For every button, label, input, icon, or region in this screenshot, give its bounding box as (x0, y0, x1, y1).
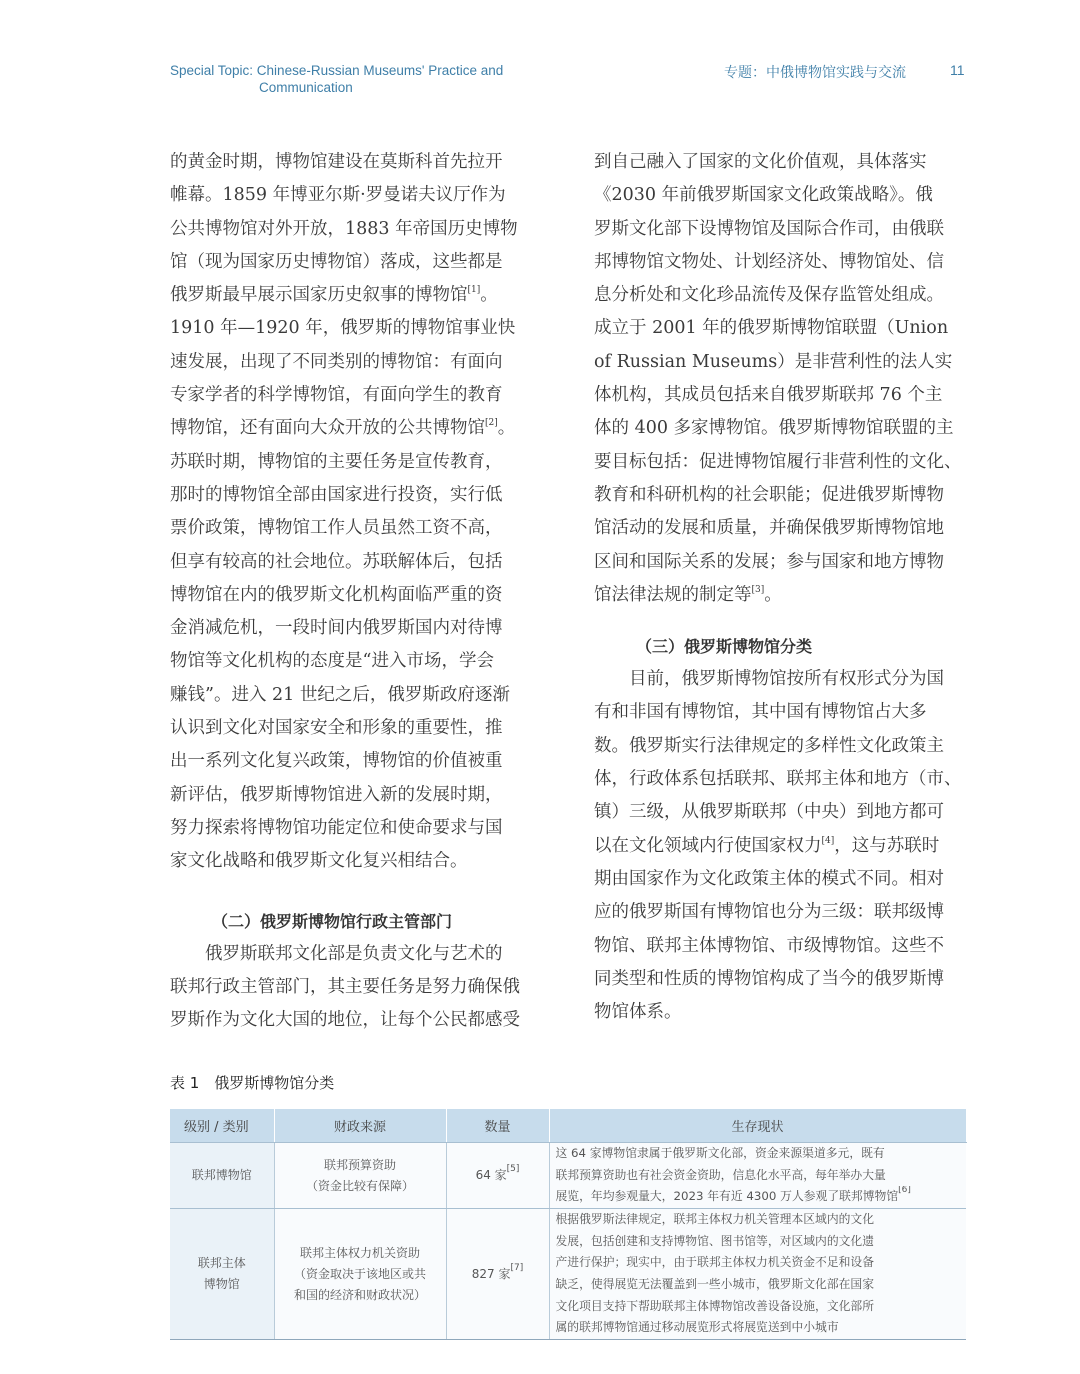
body-line: 认识到文化对国家安全和形象的重要性，推 (170, 718, 503, 739)
body-line: 应的俄罗斯国有博物馆也分为三级：联邦级博 (594, 902, 944, 923)
body-line: 体的 400 多家博物馆。俄罗斯博物馆联盟的主 (594, 418, 954, 439)
body-line: 物馆体系。 (594, 1002, 682, 1023)
page-number: 11 (950, 62, 965, 78)
cell-text: 发展，包括创建和支持博物馆、图书馆等，对区域内的文化遗 (555, 1233, 875, 1248)
section-heading-classification: （三）俄罗斯博物馆分类 (636, 637, 813, 657)
body-line: 家文化战略和俄罗斯文化复兴相结合。 (170, 851, 468, 872)
table-row (170, 1143, 966, 1209)
museum-classification-table (170, 1109, 967, 1340)
citation-ref: [3] (751, 584, 765, 595)
body-line: 的黄金时期，博物馆建设在莫斯科首先拉开 (170, 152, 503, 172)
table-caption: 表 1 俄罗斯博物馆分类 (170, 1074, 335, 1092)
body-line: 俄罗斯联邦文化部是负责文化与艺术的 (170, 943, 503, 964)
body-line: 物馆等文化机构的态度是“进入市场，学会 (170, 651, 494, 672)
body-line: 苏联时期，博物馆的主要任务是宣传教育， (170, 451, 503, 472)
body-line: 有和非国有博物馆，其中国有博物馆占大多 (594, 702, 927, 723)
cell-text: 联邦预算资助 (323, 1157, 396, 1172)
table-header-row (170, 1109, 966, 1143)
cell-funding (274, 1209, 446, 1340)
body-line: 同类型和性质的博物馆构成了当今的俄罗斯博 (594, 968, 944, 989)
body-line: 要目标包括：促进博物馆履行非营利性的文化、 (594, 451, 962, 472)
cell-text: 联邦预算资助也有社会资金资助，信息化水平高，每年举办大量 (555, 1167, 886, 1182)
cell-text: 产进行保护；现实中，由于联邦主体权力机关资金不足和设备 (555, 1255, 875, 1270)
body-line: 区间和国际关系的发展；参与国家和地方博物 (594, 551, 944, 572)
running-header-english (170, 62, 503, 96)
cell-funding (274, 1143, 446, 1209)
body-line: 息分析处和文化珍品流传及保存监管处组成。 (594, 285, 944, 306)
body-line: 罗斯文化部下设博物馆及国际合作司，由俄联 (594, 218, 944, 239)
body-line: 新评估，俄罗斯博物馆进入新的发展时期， (170, 784, 503, 805)
body-text: 博物馆，还有面向大众开放的公共博物馆 (170, 418, 485, 439)
body-line: 成立于 2001 年的俄罗斯博物馆联盟（Union (594, 318, 949, 339)
cell-text: 缺乏，使得展览无法覆盖到一些小城市，俄罗斯文化部在国家 (555, 1277, 875, 1291)
body-line: 金消减危机，一段时间内俄罗斯国内对待博 (170, 618, 503, 639)
cell-text: （资金取决于该地区或共 (293, 1266, 426, 1281)
body-text: 以在文化领域内行使国家权力 (594, 835, 822, 856)
body-line (170, 279, 545, 312)
body-line: of Russian Museums）是非营利性的法人实 (594, 351, 953, 372)
body-text: ，这与苏联时 (834, 835, 940, 856)
body-line (594, 579, 969, 612)
body-line: 票价政策，博物馆工作人员虽然工资不高， (170, 518, 503, 539)
cell-status (549, 1209, 966, 1340)
cell-text: 和国的经济和财政状况） (293, 1287, 426, 1302)
right-column (594, 146, 969, 1029)
column-header-funding: 财政来源 (274, 1109, 446, 1143)
body-line: 镇）三级，从俄罗斯联邦（中央）到地方都可 (594, 802, 944, 823)
body-text: 俄罗斯最早展示国家历史叙事的博物馆 (170, 285, 468, 306)
citation-ref: [1] (467, 285, 481, 296)
body-line: 罗斯作为文化大国的地位，让每个公民都感受 (170, 1010, 520, 1031)
body-line: 体，行政体系包括联邦、联邦主体和地方（市、 (594, 769, 962, 790)
body-line: 帷幕。1859 年博亚尔斯·罗曼诺夫议厅作为 (170, 185, 506, 206)
body-line: 数。俄罗斯实行法律规定的多样性文化政策主 (594, 735, 944, 756)
citation-ref: [2] (485, 418, 498, 429)
body-line: 博物馆在内的俄罗斯文化机构面临严重的资 (170, 584, 503, 605)
cell-text: 64 家 (475, 1168, 507, 1182)
cell-text: 属的联邦博物馆通过移动展览形式将展览送到中小城市 (555, 1320, 839, 1335)
cell-level: 联邦博物馆 (170, 1143, 274, 1209)
table-row (170, 1209, 966, 1340)
body-text: 馆法律法规的制定等 (594, 584, 752, 605)
running-header-chinese: 专题：中俄博物馆实践与交流 (724, 65, 906, 81)
cell-text (556, 1186, 961, 1208)
section-heading-admin: （二）俄罗斯博物馆行政主管部门 (212, 911, 453, 931)
cell-text: 博物馆 (203, 1277, 240, 1291)
body-line: 专家学者的科学博物馆，有面向学生的教育 (170, 385, 503, 406)
body-line: 教育和科研机构的社会职能；促进俄罗斯博物 (594, 484, 944, 505)
body-line: 1910 年—1920 年，俄罗斯的博物馆事业快 (170, 318, 516, 339)
cell-text: 展览，年均参观量大，2023 年有近 4300 万人参观了联邦博物馆 (555, 1189, 899, 1204)
cell-text: 联邦主体 (197, 1256, 246, 1270)
column-header-status: 生存现状 (549, 1109, 966, 1143)
cell-text: 联邦主体权力机关资助 (299, 1245, 420, 1260)
body-line: 赚钱”。进入 21 世纪之后，俄罗斯政府逐渐 (170, 684, 510, 705)
cell-text: 这 64 家博物馆隶属于俄罗斯文化部，资金来源渠道多元，既有 (555, 1146, 885, 1161)
cell-text: 文化项目支持下帮助联邦主体博物馆改善设备设施，文化部所 (555, 1298, 875, 1313)
column-header-level: 级别 / 类别 (170, 1109, 274, 1143)
body-line: 速发展，出现了不同类别的博物馆：有面向 (170, 351, 503, 372)
cell-text: （资金比较有保障） (305, 1178, 414, 1193)
body-line: 馆（现为国家历史博物馆）落成，这些都是 (170, 251, 503, 272)
cell-level (170, 1209, 274, 1340)
cell-text: 根据俄罗斯法律规定，联邦主体权力机关管理本区域内的文化 (555, 1212, 875, 1227)
cell-status (549, 1143, 966, 1209)
body-line (594, 830, 969, 863)
column-header-count: 数量 (446, 1109, 549, 1143)
body-line: 到自己融入了国家的文化价值观，具体落实 (594, 152, 927, 172)
body-line: 公共博物馆对外开放，1883 年帝国历史博物 (170, 218, 518, 239)
body-line: 体机构，其成员包括来自俄罗斯联邦 76 个主 (594, 385, 943, 406)
cell-count (446, 1143, 549, 1209)
body-text: 。 (480, 285, 498, 306)
citation-ref: [6] (898, 1186, 911, 1196)
header-english-line2: Communication (259, 80, 353, 95)
header-english-line1: Special Topic: Chinese-Russian Museums' Practice and (170, 63, 504, 78)
body-line: 联邦行政主管部门，其主要任务是努力确保俄 (170, 976, 520, 997)
body-text: 。 (764, 584, 782, 605)
body-line: 《2030 年前俄罗斯国家文化政策战略》。俄 (594, 185, 933, 206)
body-line: 邦博物馆文物处、计划经济处、博物馆处、信 (594, 251, 944, 272)
citation-ref: [4] (821, 835, 835, 846)
body-line: 努力探索将博物馆功能定位和使命要求与国 (170, 817, 503, 838)
citation-ref: [5] (506, 1164, 520, 1174)
citation-ref: [7] (510, 1262, 524, 1273)
left-column (170, 146, 545, 1037)
body-line: 但享有较高的社会地位。苏联解体后，包括 (170, 551, 503, 572)
body-line (170, 412, 545, 445)
cell-count (446, 1209, 549, 1340)
body-line: 目前，俄罗斯博物馆按所有权形式分为国 (594, 669, 944, 690)
body-line: 出一系列文化复兴政策，博物馆的价值被重 (170, 751, 503, 772)
body-line: 那时的博物馆全部由国家进行投资，实行低 (170, 484, 503, 505)
body-line: 物馆、联邦主体博物馆、市级博物馆。这些不 (594, 935, 944, 956)
body-text: 。 (497, 418, 516, 439)
body-line: 馆活动的发展和质量，并确保俄罗斯博物馆地 (594, 518, 944, 539)
cell-text: 827 家 (471, 1266, 511, 1281)
body-line: 期由国家作为文化政策主体的模式不同。相对 (594, 868, 944, 889)
